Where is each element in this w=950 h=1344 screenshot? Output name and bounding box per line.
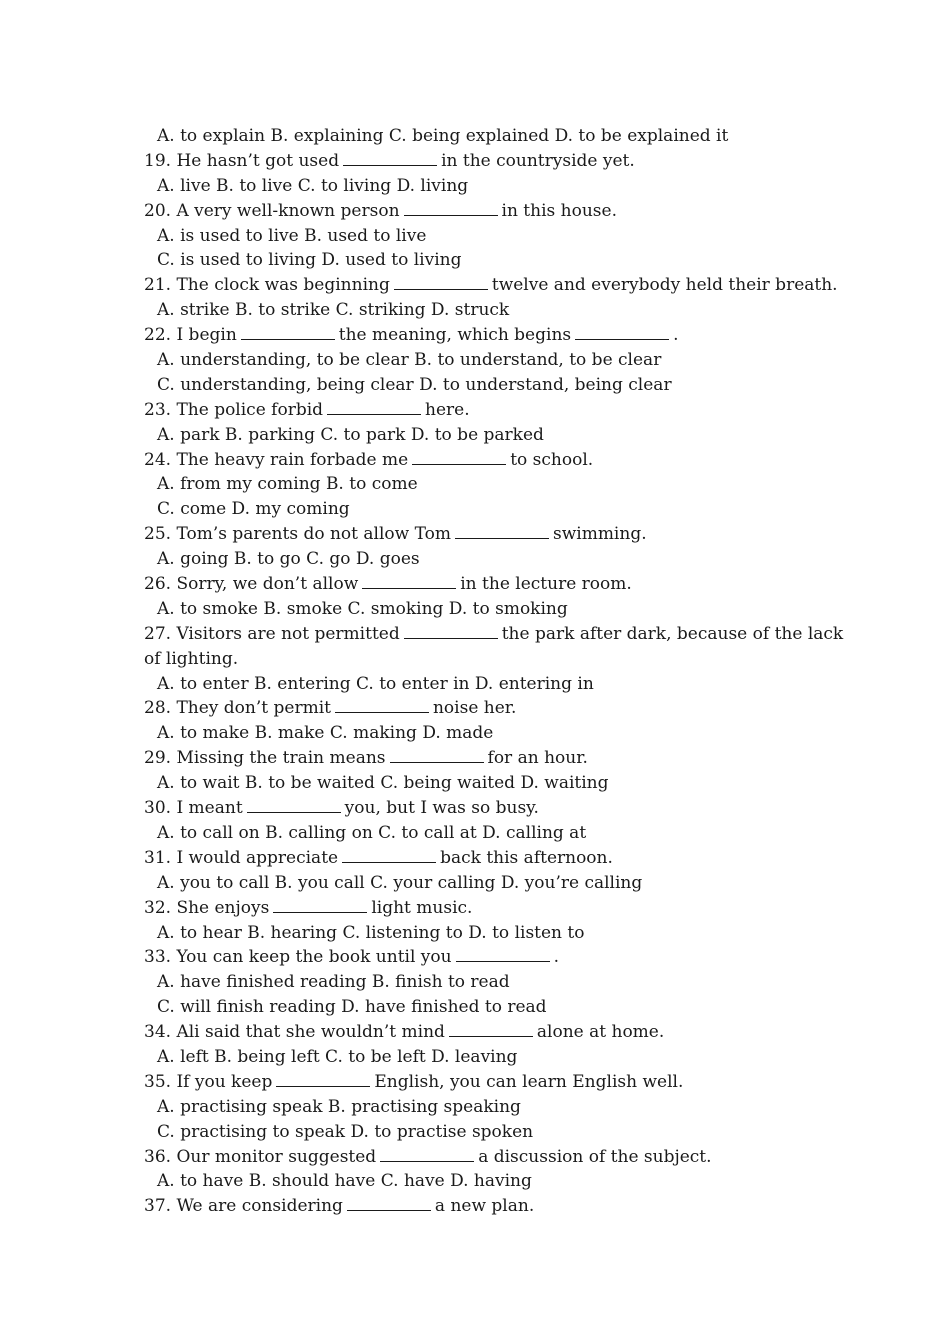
line-text: 23. The police forbid [144,399,324,420]
answer-options [144,423,824,448]
answer-options [144,672,824,697]
line-text: 27. Visitors are not permitted [144,623,400,644]
line-text: A. you to call B. you call C. your calling D. you’re calling [157,872,643,893]
line-text-after-blank: alone at home. [536,1022,665,1043]
answer-blank [247,797,341,813]
line-text: 35. If you keep [144,1071,273,1092]
line-text-after-blank: swimming. [552,524,647,545]
line-text: A. to have B. should have C. have D. having [157,1171,532,1192]
question-line [144,696,824,721]
answer-options [144,995,824,1020]
question-line [144,896,824,921]
answer-options [144,248,824,273]
answer-options [144,124,824,149]
answer-options [144,721,824,746]
answer-blank [455,523,549,539]
answer-blank [335,697,429,713]
line-text: A. live B. to live C. to living D. living [157,175,469,196]
answer-blank [362,573,456,589]
line-text-after-blank: . [553,947,559,968]
line-text-after-blank: light music. [371,897,473,918]
question-line [144,199,824,224]
line-text-after-blank: in this house. [501,200,617,221]
line-text: 26. Sorry, we don’t allow [144,574,359,595]
question-line [144,1145,824,1170]
answer-blank [404,200,498,216]
question-line [144,273,838,298]
answer-options [144,174,824,199]
answer-blank [343,150,437,166]
answer-options [144,547,824,572]
line-text: 33. You can keep the book until you [144,947,452,968]
line-text-after-blank: for an hour. [487,748,588,769]
answer-blank [327,399,421,415]
question-line [144,796,824,821]
answer-options [144,871,824,896]
answer-options [144,298,824,323]
line-text: A. to make B. make C. making D. made [157,723,494,744]
line-text-after-blank: you, but I was so busy. [344,798,539,819]
line-text: A. to enter B. entering C. to enter in D. entering in [157,673,594,694]
line-text: A. is used to live B. used to live [157,225,427,246]
answer-blank [276,1071,370,1087]
line-text: of lighting. [144,648,239,669]
line-text-after-blank: back this afternoon. [440,847,613,868]
question-continuation [144,647,824,672]
answer-options [144,970,824,995]
answer-blank [412,449,506,465]
answer-blank [456,946,550,962]
answer-options [144,497,824,522]
line-text-after-blank: English, you can learn English well. [374,1071,684,1092]
line-text: 37. We are considering [144,1196,343,1217]
answer-blank [380,1146,474,1162]
line-text: 22. I begin [144,325,237,346]
answer-blank [404,623,498,639]
question-line [144,1070,824,1095]
line-text: A. park B. parking C. to park D. to be parked [157,424,544,445]
line-text-after-blank: the park after dark, because of the lack [501,623,844,644]
line-text: A. to call on B. calling on C. to call at D. calling at [157,822,587,843]
line-text: 36. Our monitor suggested [144,1146,377,1167]
line-text-after-blank: in the lecture room. [460,574,632,595]
line-text: 20. A very well-known person [144,200,400,221]
line-text: 29. Missing the train means [144,748,386,769]
line-text-after-blank: a discussion of the subject. [478,1146,712,1167]
line-text: C. is used to living D. used to living [157,250,462,271]
line-text-after-blank: twelve and everybody held their breath. [491,275,838,296]
question-line [144,522,824,547]
answer-options [144,348,824,373]
line-text: 24. The heavy rain forbade me [144,449,409,470]
answer-options [144,771,824,796]
line-text: 28. They don’t permit [144,698,331,719]
answer-options [144,1095,824,1120]
line-text-after-blank: to school. [510,449,594,470]
question-line [144,323,824,348]
question-line [144,398,824,423]
line-text: A. from my coming B. to come [157,474,418,495]
line-text: 34. Ali said that she wouldn’t mind [144,1022,445,1043]
line-text: C. understanding, being clear D. to understand, being clear [157,374,672,395]
line-text-after-blank: . [673,325,679,346]
answer-blank [273,897,367,913]
answer-options [144,1169,824,1194]
answer-options [144,821,824,846]
question-line [144,149,824,174]
question-line [144,1194,824,1219]
line-text: 30. I meant [144,798,243,819]
question-line [144,622,844,647]
line-text: A. practising speak B. practising speaking [157,1096,521,1117]
line-text-after-blank: a new plan. [434,1196,535,1217]
question-line [144,572,824,597]
line-text: C. will finish reading D. have finished to read [157,997,547,1018]
answer-options [144,1045,824,1070]
line-text: 32. She enjoys [144,897,270,918]
answer-options [144,921,824,946]
question-line [144,1020,824,1045]
line-text-after-blank: in the countryside yet. [441,150,635,171]
question-list [144,124,844,1219]
answer-blank [449,1021,533,1037]
line-text: A. understanding, to be clear B. to understand, to be clear [157,350,662,371]
line-text: A. to wait B. to be waited C. being waited D. waiting [157,773,609,794]
answer-options [144,597,824,622]
line-text: A. have finished reading B. finish to read [157,972,510,993]
answer-options [144,472,824,497]
answer-blank [347,1195,431,1211]
answer-options [144,224,824,249]
line-text: 19. He hasn’t got used [144,150,340,171]
line-text: A. left B. being left C. to be left D. leaving [157,1046,518,1067]
line-text-after-blank: the meaning, which begins [338,325,572,346]
answer-blank [241,324,335,340]
line-text-after-blank: here. [425,399,470,420]
line-text: 31. I would appreciate [144,847,339,868]
question-line [144,448,824,473]
line-text: A. to smoke B. smoke C. smoking D. to smoking [157,598,568,619]
answer-blank [342,847,436,863]
answer-options [144,1120,824,1145]
answer-options [144,373,824,398]
question-line [144,945,824,970]
answer-blank [390,747,484,763]
line-text-after-blank: noise her. [432,698,517,719]
line-text: A. to hear B. hearing C. listening to D. to listen to [157,922,585,943]
answer-blank [394,274,488,290]
line-text: 21. The clock was beginning [144,275,390,296]
answer-blank [575,324,669,340]
line-text: A. going B. to go C. go D. goes [157,549,420,570]
line-text: C. practising to speak D. to practise spoken [157,1121,534,1142]
question-line [144,746,824,771]
line-text: 25. Tom’s parents do not allow Tom [144,524,451,545]
line-text: A. to explain B. explaining C. being explained D. to be explained it [157,126,729,146]
line-text: C. come D. my coming [157,499,350,520]
question-line [144,846,824,871]
line-text: A. strike B. to strike C. striking D. struck [157,300,510,321]
